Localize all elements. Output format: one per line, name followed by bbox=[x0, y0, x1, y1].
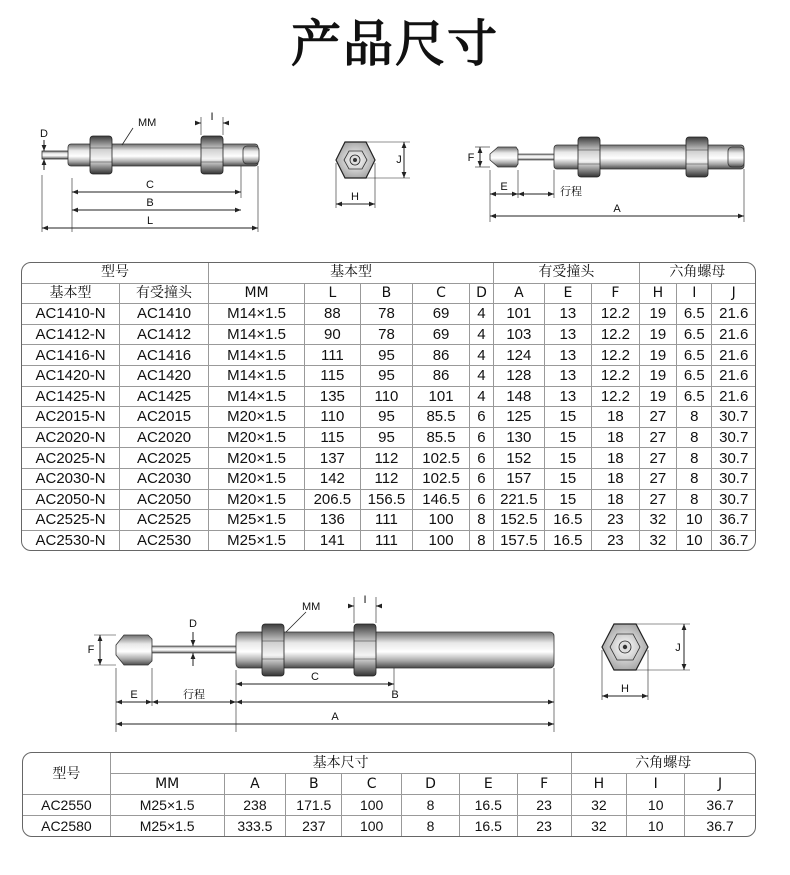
table-cell: 152.5 bbox=[494, 510, 545, 531]
table-cell: 30.7 bbox=[712, 428, 755, 449]
table-cell: 102.5 bbox=[413, 469, 470, 490]
table-cell: 30.7 bbox=[712, 469, 755, 490]
table-cell: 6.5 bbox=[677, 304, 712, 325]
table-cell: AC2020-N bbox=[22, 428, 120, 449]
table-cell: 142 bbox=[305, 469, 361, 490]
table-cell: AC1420 bbox=[120, 366, 209, 387]
table-cell: 21.6 bbox=[712, 304, 755, 325]
table-cell: 12.2 bbox=[592, 325, 640, 346]
group-header-hex-nut: 六角螺母 bbox=[640, 263, 755, 284]
table-cell: AC1425-N bbox=[22, 387, 120, 408]
table-cell: 85.5 bbox=[413, 407, 470, 428]
table-cell: 19 bbox=[640, 387, 677, 408]
table-cell: 146.5 bbox=[413, 490, 470, 511]
table-cell: M25×1.5 bbox=[209, 531, 305, 551]
table-row bbox=[22, 510, 755, 531]
table-cell: M20×1.5 bbox=[209, 428, 305, 449]
table-cell: 10 bbox=[677, 531, 712, 551]
table-cell: 8 bbox=[470, 531, 494, 551]
table-cell: 16.5 bbox=[460, 816, 518, 836]
table-cell: AC2030 bbox=[120, 469, 209, 490]
label-mm: MM bbox=[138, 117, 157, 129]
table-cell: 88 bbox=[305, 304, 361, 325]
table-cell: AC2525 bbox=[120, 510, 209, 531]
table-cell: 12.2 bbox=[592, 345, 640, 366]
cap-view-drawing bbox=[468, 137, 744, 222]
table-cell: 4 bbox=[470, 304, 494, 325]
table-cell: 100 bbox=[342, 795, 402, 816]
table-cell: 18 bbox=[592, 428, 640, 449]
table-cell: AC1416 bbox=[120, 345, 209, 366]
table-row bbox=[23, 795, 755, 816]
column-header: I bbox=[677, 284, 712, 305]
table-cell: 156.5 bbox=[361, 490, 414, 511]
table-cell: 30.7 bbox=[712, 407, 755, 428]
table-cell: 13 bbox=[545, 366, 593, 387]
table-cell: 6 bbox=[470, 407, 494, 428]
table-cell: AC2025 bbox=[120, 448, 209, 469]
table-cell: 10 bbox=[627, 816, 685, 836]
table-cell: 206.5 bbox=[305, 490, 361, 511]
label-mm-2: MM bbox=[302, 601, 321, 613]
table-cell: 36.7 bbox=[719, 532, 749, 550]
table-cell: 125 bbox=[494, 407, 545, 428]
table-cell: 8 bbox=[402, 816, 460, 836]
table-cell: 6.5 bbox=[677, 345, 712, 366]
table-cell: 95 bbox=[361, 345, 414, 366]
spec-table-long bbox=[22, 752, 756, 837]
table-cell: 15 bbox=[545, 448, 593, 469]
table-cell: 69 bbox=[413, 304, 470, 325]
table-row bbox=[22, 325, 755, 346]
table-cell: 6 bbox=[470, 490, 494, 511]
table-cell: 23 bbox=[592, 510, 640, 531]
table-cell: AC1425 bbox=[120, 387, 209, 408]
label-h: H bbox=[351, 191, 359, 203]
table-cell: 6 bbox=[470, 469, 494, 490]
group-header-hex-nut: 六角螺母 bbox=[572, 753, 756, 774]
table-cell: 157 bbox=[494, 469, 545, 490]
table-cell: 32 bbox=[572, 816, 628, 836]
column-header: J bbox=[685, 774, 755, 795]
table-cell: 8 bbox=[470, 510, 494, 531]
column-header: H bbox=[572, 774, 628, 795]
table-cell: AC2050 bbox=[120, 490, 209, 511]
table-cell: 13 bbox=[545, 345, 593, 366]
table-cell: 141 bbox=[305, 531, 361, 551]
table-cell: 112 bbox=[361, 448, 414, 469]
column-header: A bbox=[225, 774, 287, 795]
table-cell: 128 bbox=[494, 366, 545, 387]
table-cell: 6.5 bbox=[677, 366, 712, 387]
spec-table-main-body bbox=[22, 304, 755, 550]
table-cell: 15 bbox=[545, 407, 593, 428]
label-stroke-2: 行程 bbox=[183, 688, 205, 701]
long-view-drawing bbox=[88, 594, 554, 732]
table-cell: 115 bbox=[305, 428, 361, 449]
table-cell: 85.5 bbox=[413, 428, 470, 449]
table-cell: M14×1.5 bbox=[209, 387, 305, 408]
spec-table-main bbox=[21, 262, 756, 551]
table-cell: 4 bbox=[470, 325, 494, 346]
column-header: 基本型 bbox=[22, 284, 120, 305]
label-j-2: J bbox=[675, 642, 681, 654]
table-column-header-row bbox=[22, 284, 755, 305]
column-header: E bbox=[545, 284, 593, 305]
column-header: I bbox=[627, 774, 685, 795]
table-row bbox=[22, 387, 755, 408]
table-cell: 10 bbox=[627, 795, 685, 816]
table-cell: 27 bbox=[640, 407, 677, 428]
table-cell: 8 bbox=[677, 469, 712, 490]
table-cell: 8 bbox=[677, 428, 712, 449]
table-cell: 8 bbox=[677, 490, 712, 511]
group-header-model: 型号 bbox=[22, 263, 209, 284]
label-stroke: 行程 bbox=[560, 185, 582, 198]
table-cell: 21.6 bbox=[712, 366, 755, 387]
table-cell: 333.5 bbox=[225, 816, 287, 836]
label-d-2: D bbox=[189, 618, 197, 630]
table-cell: 36.7 bbox=[706, 818, 734, 834]
table-cell: M14×1.5 bbox=[209, 366, 305, 387]
table-cell: 19 bbox=[640, 366, 677, 387]
table-cell: 18 bbox=[592, 490, 640, 511]
label-e-2: E bbox=[130, 689, 138, 701]
column-header: A bbox=[494, 284, 545, 305]
label-l: L bbox=[146, 215, 154, 227]
table-cell: 110 bbox=[305, 407, 361, 428]
label-e: E bbox=[500, 181, 508, 193]
column-header: C bbox=[342, 774, 402, 795]
table-cell: 6 bbox=[470, 428, 494, 449]
column-header: H bbox=[640, 284, 677, 305]
table-cell: 4 bbox=[470, 387, 494, 408]
table-cell: 4 bbox=[470, 345, 494, 366]
table-cell: 135 bbox=[305, 387, 361, 408]
label-c: C bbox=[146, 179, 154, 191]
column-header: J bbox=[712, 284, 755, 305]
table-cell: AC1420-N bbox=[22, 366, 120, 387]
table-cell: AC2025-N bbox=[22, 448, 120, 469]
end-view-drawing-2 bbox=[602, 624, 690, 700]
table-cell: M25×1.5 bbox=[111, 795, 225, 816]
label-b-2: B bbox=[391, 689, 399, 701]
table-cell: 10 bbox=[677, 510, 712, 531]
table-cell: 19 bbox=[640, 325, 677, 346]
table-cell: 32 bbox=[572, 795, 628, 816]
table-cell: M25×1.5 bbox=[209, 510, 305, 531]
table-cell: 78 bbox=[361, 325, 414, 346]
table-cell: M20×1.5 bbox=[209, 469, 305, 490]
table-cell: 18 bbox=[592, 448, 640, 469]
label-j: J bbox=[396, 154, 402, 166]
column-header: B bbox=[361, 284, 414, 305]
table-cell: 86 bbox=[413, 345, 470, 366]
table-cell: AC1410 bbox=[120, 304, 209, 325]
spec-table-long-body bbox=[23, 795, 755, 836]
table-cell: 152 bbox=[494, 448, 545, 469]
table-cell: 137 bbox=[305, 448, 361, 469]
table-group-header-row bbox=[23, 753, 755, 774]
table-cell: AC2015-N bbox=[22, 407, 120, 428]
table-cell: 16.5 bbox=[545, 531, 593, 551]
table-cell: 112 bbox=[361, 469, 414, 490]
table-cell: AC2020 bbox=[120, 428, 209, 449]
table-cell: 221.5 bbox=[494, 490, 545, 511]
table-row bbox=[22, 531, 755, 551]
table-cell: 136 bbox=[305, 510, 361, 531]
label-d: D bbox=[40, 128, 48, 140]
table-cell: 21.6 bbox=[712, 325, 755, 346]
table-cell: 15 bbox=[545, 490, 593, 511]
table-cell: AC2525-N bbox=[22, 510, 120, 531]
group-header-cap: 有受撞头 bbox=[494, 263, 640, 284]
label-i-2: I bbox=[363, 594, 367, 606]
table-cell: 157.5 bbox=[494, 531, 545, 551]
table-cell: 32 bbox=[640, 510, 677, 531]
table-cell: 111 bbox=[361, 531, 414, 551]
table-cell: 13 bbox=[545, 325, 593, 346]
column-header: B bbox=[286, 774, 342, 795]
table-row bbox=[22, 469, 755, 490]
table-column-header-row bbox=[23, 774, 755, 795]
group-header-basic-dims: 基本尺寸 bbox=[111, 753, 572, 774]
group-header-model: 型号 bbox=[23, 753, 111, 795]
table-cell: AC2530 bbox=[120, 531, 209, 551]
column-header: F bbox=[592, 284, 640, 305]
page-title: 产品尺寸 bbox=[291, 15, 499, 73]
table-row bbox=[22, 448, 755, 469]
table-cell: 6 bbox=[470, 448, 494, 469]
table-cell: 6.5 bbox=[677, 325, 712, 346]
table-cell: 16.5 bbox=[545, 510, 593, 531]
table-row bbox=[22, 428, 755, 449]
table-cell: 36.7 bbox=[685, 795, 755, 816]
table-cell: M20×1.5 bbox=[209, 407, 305, 428]
table-cell: 27 bbox=[640, 490, 677, 511]
table-cell: AC2015 bbox=[120, 407, 209, 428]
table-cell: 21.6 bbox=[712, 387, 755, 408]
table-cell: 15 bbox=[545, 428, 593, 449]
column-header: F bbox=[518, 774, 572, 795]
column-header: MM bbox=[209, 284, 305, 305]
table-cell: 148 bbox=[494, 387, 545, 408]
table-row bbox=[22, 490, 755, 511]
table-cell: 15 bbox=[545, 469, 593, 490]
table-cell: 124 bbox=[494, 345, 545, 366]
table-cell: 32 bbox=[640, 531, 677, 551]
table-cell: 115 bbox=[305, 366, 361, 387]
column-header: L bbox=[305, 284, 361, 305]
table-cell: 95 bbox=[361, 366, 414, 387]
table-cell: AC1416-N bbox=[22, 345, 120, 366]
table-cell: M14×1.5 bbox=[209, 304, 305, 325]
label-f-2: F bbox=[87, 644, 95, 656]
table-row bbox=[22, 345, 755, 366]
table-cell: M20×1.5 bbox=[209, 448, 305, 469]
table-cell: 69 bbox=[413, 325, 470, 346]
table-cell: 101 bbox=[413, 387, 470, 408]
table-cell: 95 bbox=[361, 428, 414, 449]
table-cell: 27 bbox=[640, 448, 677, 469]
table-cell: AC1412-N bbox=[22, 325, 120, 346]
table-cell: 36.7 bbox=[712, 510, 755, 531]
table-cell: AC1410-N bbox=[22, 304, 120, 325]
column-header: MM bbox=[111, 774, 225, 795]
table-row bbox=[22, 366, 755, 387]
table-cell: 111 bbox=[305, 345, 361, 366]
table-cell: 100 bbox=[342, 816, 402, 836]
table-cell: AC2050-N bbox=[22, 490, 120, 511]
table-cell: 8 bbox=[677, 407, 712, 428]
column-header: C bbox=[413, 284, 470, 305]
table-cell: 101 bbox=[494, 304, 545, 325]
table-row bbox=[23, 816, 755, 836]
table-cell: 100 bbox=[413, 531, 470, 551]
table-cell: 23 bbox=[518, 816, 572, 836]
column-header: 有受撞头 bbox=[120, 284, 209, 305]
table-cell: 12.2 bbox=[592, 304, 640, 325]
label-h-2: H bbox=[621, 683, 629, 695]
end-view-drawing-1 bbox=[336, 142, 410, 208]
label-f: F bbox=[467, 152, 475, 164]
table-cell: 23 bbox=[592, 531, 640, 551]
table-cell: 27 bbox=[640, 428, 677, 449]
table-cell: AC2530-N bbox=[22, 531, 120, 551]
table-cell: M25×1.5 bbox=[111, 816, 225, 836]
table-cell: 18 bbox=[592, 407, 640, 428]
table-cell: 16.5 bbox=[460, 795, 518, 816]
table-cell: 30.7 bbox=[712, 448, 755, 469]
label-c-2: C bbox=[311, 671, 319, 683]
table-row bbox=[22, 304, 755, 325]
table-cell: 102.5 bbox=[413, 448, 470, 469]
table-cell: M20×1.5 bbox=[209, 490, 305, 511]
table-cell: 86 bbox=[413, 366, 470, 387]
table-cell: AC2580 bbox=[23, 816, 111, 836]
table-cell: 6.5 bbox=[677, 387, 712, 408]
label-i: I bbox=[210, 111, 214, 123]
label-a-2: A bbox=[331, 711, 339, 723]
table-cell: 4 bbox=[470, 366, 494, 387]
table-cell: 23 bbox=[518, 795, 572, 816]
table-cell: 13 bbox=[545, 387, 593, 408]
table-cell: 237 bbox=[286, 816, 342, 836]
table-group-header-row bbox=[22, 263, 755, 284]
table-row bbox=[22, 407, 755, 428]
table-cell: 8 bbox=[402, 795, 460, 816]
column-header: D bbox=[470, 284, 494, 305]
column-header: E bbox=[460, 774, 518, 795]
table-cell: 27 bbox=[640, 469, 677, 490]
table-cell: M14×1.5 bbox=[209, 325, 305, 346]
table-cell: 21.6 bbox=[712, 345, 755, 366]
group-header-basic: 基本型 bbox=[209, 263, 494, 284]
table-cell: 8 bbox=[677, 448, 712, 469]
table-cell: 19 bbox=[640, 304, 677, 325]
table-cell: 12.2 bbox=[592, 387, 640, 408]
table-cell: M14×1.5 bbox=[209, 345, 305, 366]
table-cell: 12.2 bbox=[592, 366, 640, 387]
table-cell: 111 bbox=[361, 510, 414, 531]
table-cell: 100 bbox=[413, 510, 470, 531]
table-cell: 95 bbox=[361, 407, 414, 428]
label-a: A bbox=[613, 203, 621, 215]
table-cell: AC2550 bbox=[23, 795, 111, 816]
table-cell: 18 bbox=[592, 469, 640, 490]
table-cell: 19 bbox=[640, 345, 677, 366]
side-view-drawing bbox=[40, 111, 259, 232]
table-cell: AC2030-N bbox=[22, 469, 120, 490]
table-cell: 13 bbox=[545, 304, 593, 325]
table-cell: 90 bbox=[305, 325, 361, 346]
table-cell: AC1412 bbox=[120, 325, 209, 346]
table-cell: 130 bbox=[494, 428, 545, 449]
label-b: B bbox=[146, 197, 154, 209]
table-cell: 171.5 bbox=[286, 795, 342, 816]
table-cell: 78 bbox=[361, 304, 414, 325]
table-cell: 30.7 bbox=[712, 490, 755, 511]
table-cell: 103 bbox=[494, 325, 545, 346]
column-header: D bbox=[402, 774, 460, 795]
table-cell: 238 bbox=[225, 795, 287, 816]
table-cell: 110 bbox=[361, 387, 414, 408]
